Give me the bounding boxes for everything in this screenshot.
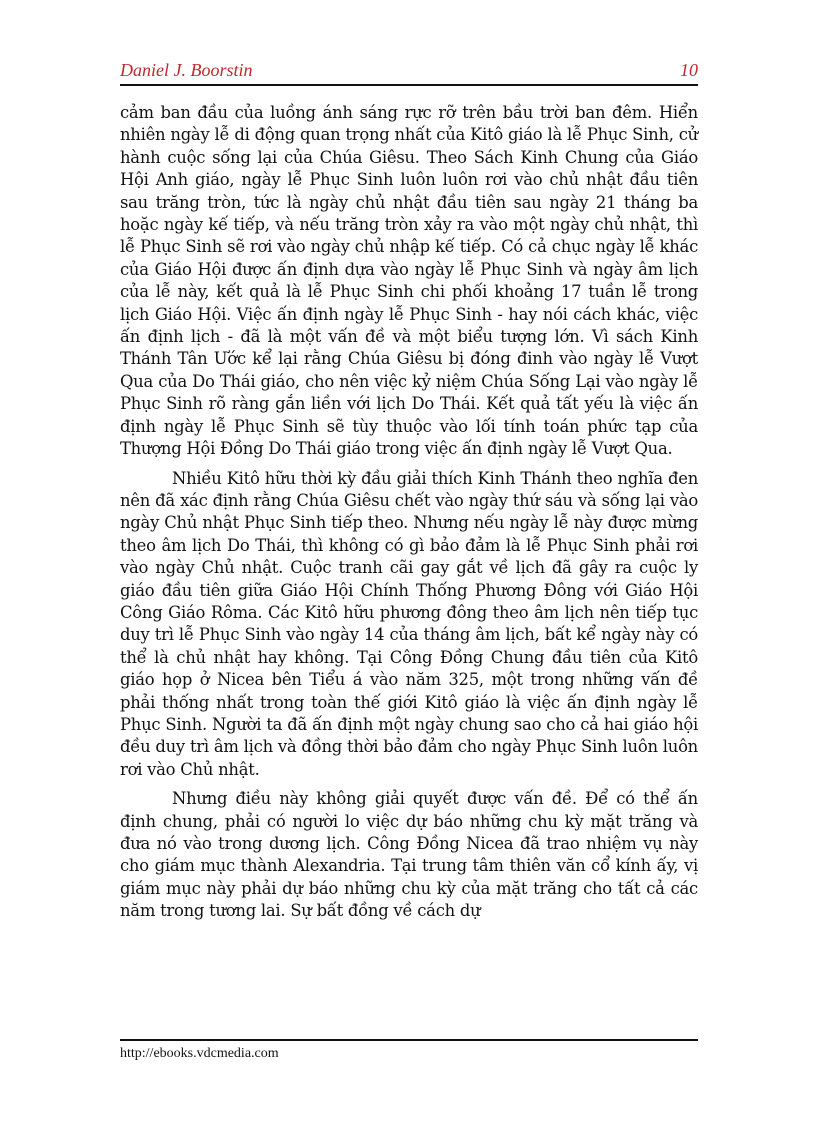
page-header — [120, 58, 698, 86]
body-text — [120, 102, 698, 930]
footer-url: http://ebooks.vdcmedia.com — [120, 1046, 279, 1061]
book-page — [120, 58, 698, 1068]
footer-divider — [120, 1039, 698, 1041]
header-page-number: 10 — [680, 60, 698, 80]
paragraph: Nhưng điều này không giải quyết được vấn đề. Để có thể ấn định chung, phải có người lo việc dự báo những chu kỳ mặt trăng và đưa nó vào trong dương lịch. Công Đồng Nicea đã trao nhiệm vụ này cho giám mục thành Alexandria. Tại trung tâm thiên văn cổ kính ấy, vị giám mục này phải dự báo những chu kỳ của mặt trăng cho tất cả các năm trong tương lai. Sự bất đồng về cách dự — [120, 789, 698, 921]
paragraph: Nhiều Kitô hữu thời kỳ đầu giải thích Kinh Thánh theo nghĩa đen nên đã xác định rằng Chúa Giêsu chết vào ngày thứ sáu và sống lại vào ngày Chủ nhật Phục Sinh tiếp theo. Nhưng nếu ngày lễ này được mừng theo âm lịch Do Thái, thì không có gì bảo đảm là lễ Phục Sinh phải rơi vào ngày Chủ nhật. Cuộc tranh cãi gay gắt về lịch đã gây ra cuộc ly giáo đầu tiên giữa Giáo Hội Chính Thống Phương Đông với Giáo Hội Công Giáo Rôma. Các Kitô hữu phương đông theo âm lịch nên tiếp tục duy trì lễ Phục Sinh vào ngày 14 của tháng âm lịch, bất kể ngày này có thể là chủ nhật hay không. Tại Công Đồng Chung đầu tiên của Kitô giáo họp ở Nicea bên Tiểu á vào năm 325, một trong những vấn đề phải thống nhất trong toàn thế giới Kitô giáo là việc ấn định ngày lễ Phục Sinh. Người ta đã ấn định một ngày chung sao cho cả hai giáo hội đều duy trì âm lịch và đồng thời bảo đảm cho ngày Phục Sinh luôn luôn rơi vào Chủ nhật. — [120, 468, 698, 779]
paragraph-continued: cảm ban đầu của luồng ánh sáng rực rỡ trên bầu trời ban đêm. Hiển nhiên ngày lễ di động quan trọng nhất của Kitô giáo là lễ Phục Sinh, cử hành cuộc sống lại của Chúa Giêsu. Theo Sách Kinh Chung của Giáo Hội Anh giáo, ngày lễ Phục Sinh luôn luôn rơi vào chủ nhật đầu tiên sau trăng tròn, tức là ngày chủ nhật đầu tiên sau ngày 21 tháng ba hoặc ngày kế tiếp, và nếu trăng tròn xảy ra vào một ngày chủ nhật, thì lễ Phục Sinh sẽ rơi vào ngày chủ nhập kế tiếp. Có cả chục ngày lễ khác của Giáo Hội được ấn định dựa vào ngày lễ Phục Sinh và ngày âm lịch của lễ này, kết quả là lễ Phục Sinh chi phối khoảng 17 tuần lễ trong lịch Giáo Hội. Việc ấn định ngày lễ Phục Sinh - hay nói cách khác, việc ấn định lịch - đã là một vấn đề và một biểu tượng lớn. Vì sách Kinh Thánh Tân Ước kể lại rằng Chúa Giêsu bị đóng đinh vào ngày lễ Vượt Qua của Do Thái giáo, cho nên việc kỷ niệm Chúa Sống Lại vào ngày lễ Phục Sinh rõ ràng gắn liền với lịch Do Thái. Kết quả tất yếu là việc ấn định ngày lễ Phục Sinh sẽ tùy thuộc vào lối tính toán phức tạp của Thượng Hội Đồng Do Thái giáo trong việc ấn định ngày lễ Vượt Qua. — [120, 103, 698, 459]
header-author: Daniel J. Boorstin — [120, 60, 253, 80]
